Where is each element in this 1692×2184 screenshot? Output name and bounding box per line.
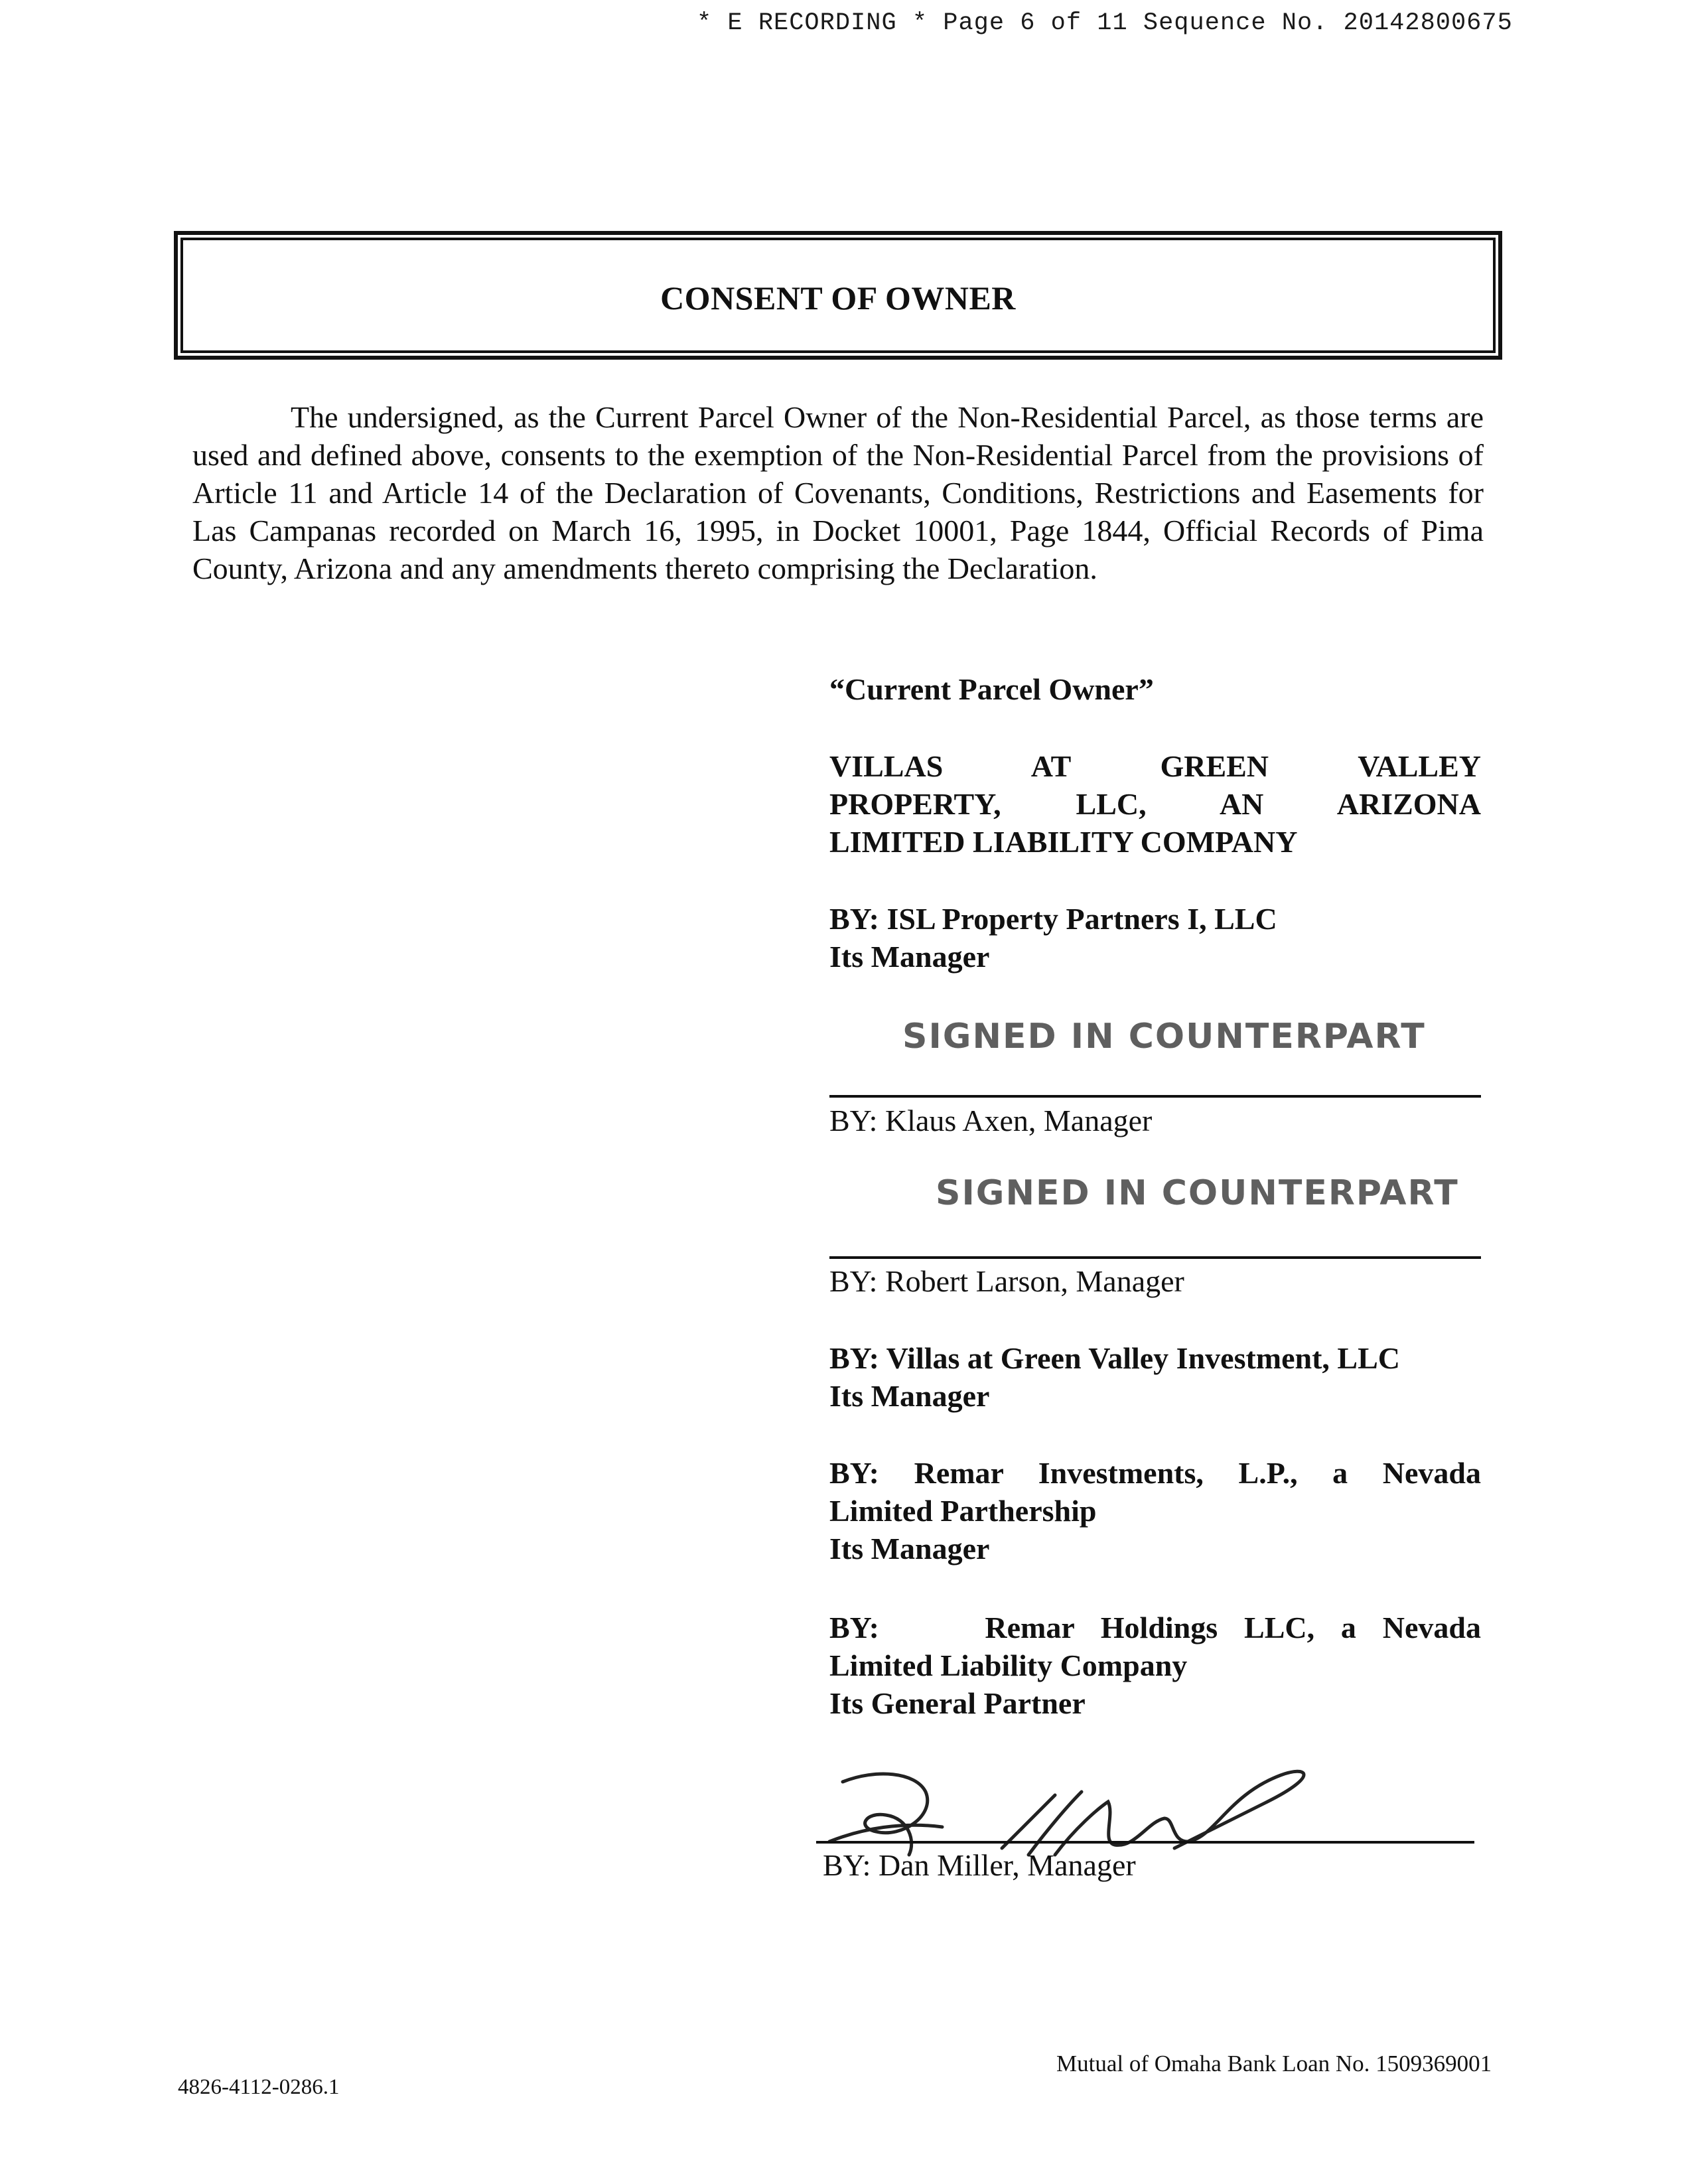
- remar-holdings-type: Limited Liability Company: [829, 1648, 1188, 1682]
- signer-klaus-axen: BY: Klaus Axen, Manager: [829, 1104, 1153, 1137]
- role-heading: “Current Parcel Owner”: [829, 672, 1154, 706]
- investment-role: Its Manager: [829, 1379, 990, 1413]
- signed-in-counterpart-stamp: SIGNED IN COUNTERPART: [902, 1017, 1426, 1056]
- company-name-line-3: LIMITED LIABILITY COMPANY: [829, 825, 1298, 859]
- signature-line: [829, 1095, 1481, 1098]
- loan-reference: Mutual of Omaha Bank Loan No. 1509369001: [1056, 2051, 1492, 2076]
- signed-in-counterpart-stamp: SIGNED IN COUNTERPART: [936, 1173, 1459, 1213]
- document-number: 4826-4112-0286.1: [178, 2075, 340, 2099]
- isl-role: Its Manager: [829, 940, 990, 974]
- remar-investments-role: Its Manager: [829, 1532, 990, 1565]
- recording-header: * E RECORDING * Page 6 of 11 Sequence No. 20142800675: [697, 9, 1513, 37]
- by-remar-holdings: BY: Remar Holdings LLC, a Nevada: [829, 1611, 1481, 1644]
- by-isl-property-partners: BY: ISL Property Partners I, LLC: [829, 902, 1277, 936]
- consent-paragraph: The undersigned, as the Current Parcel Owner of the Non-Residential Parcel, as those terms are used and defined above, consents to the exemption of the Non-Residential Parcel from the provisions of Article 11 and Article 14 of the Declaration of Covenants, Conditions, Restrictions and Easements for Las Campanas recorded on March 16, 1995, in Docket 10001, Page 1844, Official Records of Pima County, Arizona and any amendments thereto comprising the Declaration.: [192, 400, 1484, 585]
- document-title: CONSENT OF OWNER: [660, 279, 1016, 317]
- by-remar-investments: BY: Remar Investments, L.P., a Nevada: [829, 1456, 1481, 1490]
- title-box: [174, 231, 1502, 360]
- signer-robert-larson: BY: Robert Larson, Manager: [829, 1264, 1184, 1298]
- company-name-line-2: PROPERTY, LLC, AN ARIZONA: [829, 787, 1481, 821]
- signer-dan-miller: BY: Dan Miller, Manager: [823, 1848, 1136, 1882]
- by-villas-investment: BY: Villas at Green Valley Investment, LLC: [829, 1341, 1401, 1375]
- company-name-line-1: VILLAS AT GREEN VALLEY: [829, 749, 1481, 783]
- remar-investments-type: Limited Parthership: [829, 1494, 1097, 1528]
- signature-line: [829, 1256, 1481, 1259]
- remar-holdings-role: Its General Partner: [829, 1686, 1086, 1720]
- signature-line: [816, 1841, 1474, 1844]
